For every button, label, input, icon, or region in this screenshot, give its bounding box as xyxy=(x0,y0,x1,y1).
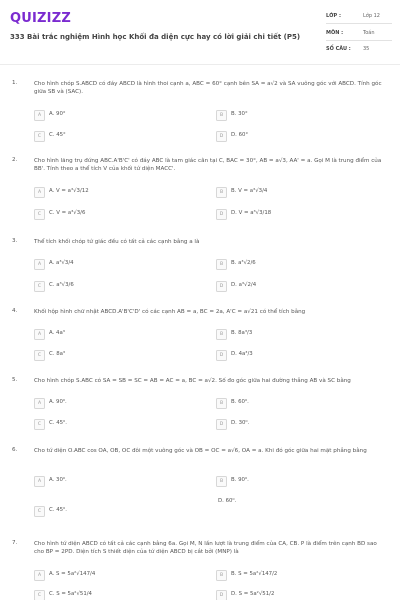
option-text: D. 30⁰. xyxy=(231,420,250,426)
meta-class-value: Lớp 12 xyxy=(363,13,380,19)
question-text: Cho tứ diện O.ABC cos OA, OB, OC đôi một vuông góc và OB = OC = a√6, OA = a. Khi đó góc giữa hai mặt phẳng bằng xyxy=(34,448,367,454)
option-letter-box: A xyxy=(34,187,45,198)
option-text: C. V = a³√3/6 xyxy=(49,210,86,216)
option-text: C. 45⁰. xyxy=(49,420,67,426)
meta-count-label: SỐ CÂU : xyxy=(326,46,351,52)
option-letter-box: C xyxy=(34,281,45,292)
question-number: 3. xyxy=(12,238,18,244)
option-letter-box: B xyxy=(216,476,227,487)
option-text: D. 60⁰. xyxy=(218,498,237,504)
option-letter-box: D xyxy=(216,209,227,220)
option-text: C. a³√3/6 xyxy=(49,282,74,288)
option-text: A. 30⁰. xyxy=(49,477,67,483)
option-text: D. V = a³√3/18 xyxy=(231,210,272,216)
meta-count-value: 35 xyxy=(363,46,370,52)
header-divider xyxy=(0,64,400,65)
option-letter-box: B xyxy=(216,110,227,121)
option-text: B. 90⁰. xyxy=(231,477,249,483)
option-letter-box: A xyxy=(34,570,45,581)
option-text: B. a³√2/6 xyxy=(231,260,256,266)
meta-class-label: LỚP : xyxy=(326,13,341,19)
question-text: Cho hình chóp S.ABCD có đáy ABCD là hình thoi cạnh a, ABC = 60° cạnh bên SA = a√2 và SA vuông góc với ABCD. Tính góc giữa SB và (SAC). xyxy=(34,81,382,96)
option-letter-box: B xyxy=(216,398,227,409)
option-text: C. 45⁰. xyxy=(49,507,67,513)
option-letter-box: C xyxy=(34,209,45,220)
page-title: 333 Bài trắc nghiệm Hình học Khối đa diện cực hay có lời giải chi tiết (P5) xyxy=(10,33,301,41)
question-number: 7. xyxy=(12,540,18,546)
question-text: Cho hình tứ diện ABCD có tất cả các cạnh bằng 6a. Gọi M, N lần lượt là trung điểm của CA, CB. P là điểm trên cạnh BD sao cho BP = 2PD. Diện tích S thiết diện của tứ diện ABCD bị cắt bởi (MNP) là xyxy=(34,541,377,556)
option-text: C. 8a³ xyxy=(49,351,66,357)
option-text: C. S = 5a²√51/4 xyxy=(49,591,92,597)
option-text: A. S = 5a²√147/4 xyxy=(49,571,96,577)
option-letter-box: D xyxy=(216,131,227,142)
question-number: 4. xyxy=(12,308,18,314)
meta-subject-label: MÔN : xyxy=(326,30,344,36)
option-text: A. 90⁰. xyxy=(49,399,67,405)
option-letter-box: C xyxy=(34,419,45,430)
option-letter-box: B xyxy=(216,570,227,581)
option-text: B. 30° xyxy=(231,111,248,117)
option-text: A. 4a³ xyxy=(49,330,65,336)
option-text: D. 4a³/3 xyxy=(231,351,253,357)
option-letter-box: A xyxy=(34,110,45,121)
option-text: A. V = a³√3/12 xyxy=(49,188,89,194)
option-letter-box: C xyxy=(34,131,45,142)
option-letter-box: B xyxy=(216,259,227,270)
option-letter-box: D xyxy=(216,590,227,600)
option-text: B. 8a³/3 xyxy=(231,330,253,336)
meta-divider xyxy=(326,40,392,41)
option-letter-box: D xyxy=(216,281,227,292)
meta-subject-value: Toán xyxy=(363,30,375,36)
question-number: 5. xyxy=(12,377,18,383)
option-letter-box: A xyxy=(34,398,45,409)
option-text: B. V = a³√3/4 xyxy=(231,188,268,194)
option-letter-box: A xyxy=(34,329,45,340)
option-letter-box: C xyxy=(34,506,45,517)
question-number: 6. xyxy=(12,447,18,453)
option-letter-box: C xyxy=(34,350,45,361)
quizizz-logo[interactable]: QUIZIZZ xyxy=(10,11,71,26)
option-letter-box: B xyxy=(216,329,227,340)
option-letter-box: A xyxy=(34,259,45,270)
question-text: Khối hộp hình chữ nhật ABCD.A'B'C'D' có các cạnh AB = a, BC = 2a, A'C = a√21 có thể tích bằng xyxy=(34,309,306,315)
question-text: Cho hình lăng trụ đứng ABC.A'B'C' có đáy ABC là tam giác cân tại C, BAC = 30°, AB = a√3, AA' = a. Gọi M là trung điểm của BB'. Tính theo a thể tích V của khối tứ diện MACC'. xyxy=(34,158,382,173)
option-letter-box: D xyxy=(216,419,227,430)
question-number: 2. xyxy=(12,157,18,163)
question-text: Thể tích khối chóp tứ giác đều có tất cả các cạnh bằng a là xyxy=(34,239,200,245)
option-text: A. a³√3/4 xyxy=(49,260,74,266)
option-text: B. S = 5a²√147/2 xyxy=(231,571,278,577)
option-text: D. S = 5a²√51/2 xyxy=(231,591,275,597)
option-letter-box: D xyxy=(216,350,227,361)
option-letter-box: A xyxy=(34,476,45,487)
option-letter-box: C xyxy=(34,590,45,600)
meta-divider xyxy=(326,23,392,24)
option-text: C. 45° xyxy=(49,132,66,138)
option-text: A. 90° xyxy=(49,111,66,117)
option-text: B. 60⁰. xyxy=(231,399,249,405)
question-number: 1. xyxy=(12,80,18,86)
question-text: Cho hình chóp S.ABC có SA = SB = SC = AB = AC = a, BC = a√2. Số đo góc giữa hai đường thẳng AB và SC bằng xyxy=(34,378,351,384)
option-text: D. a³√2/4 xyxy=(231,282,257,288)
option-text: D. 60° xyxy=(231,132,249,138)
option-letter-box: B xyxy=(216,187,227,198)
